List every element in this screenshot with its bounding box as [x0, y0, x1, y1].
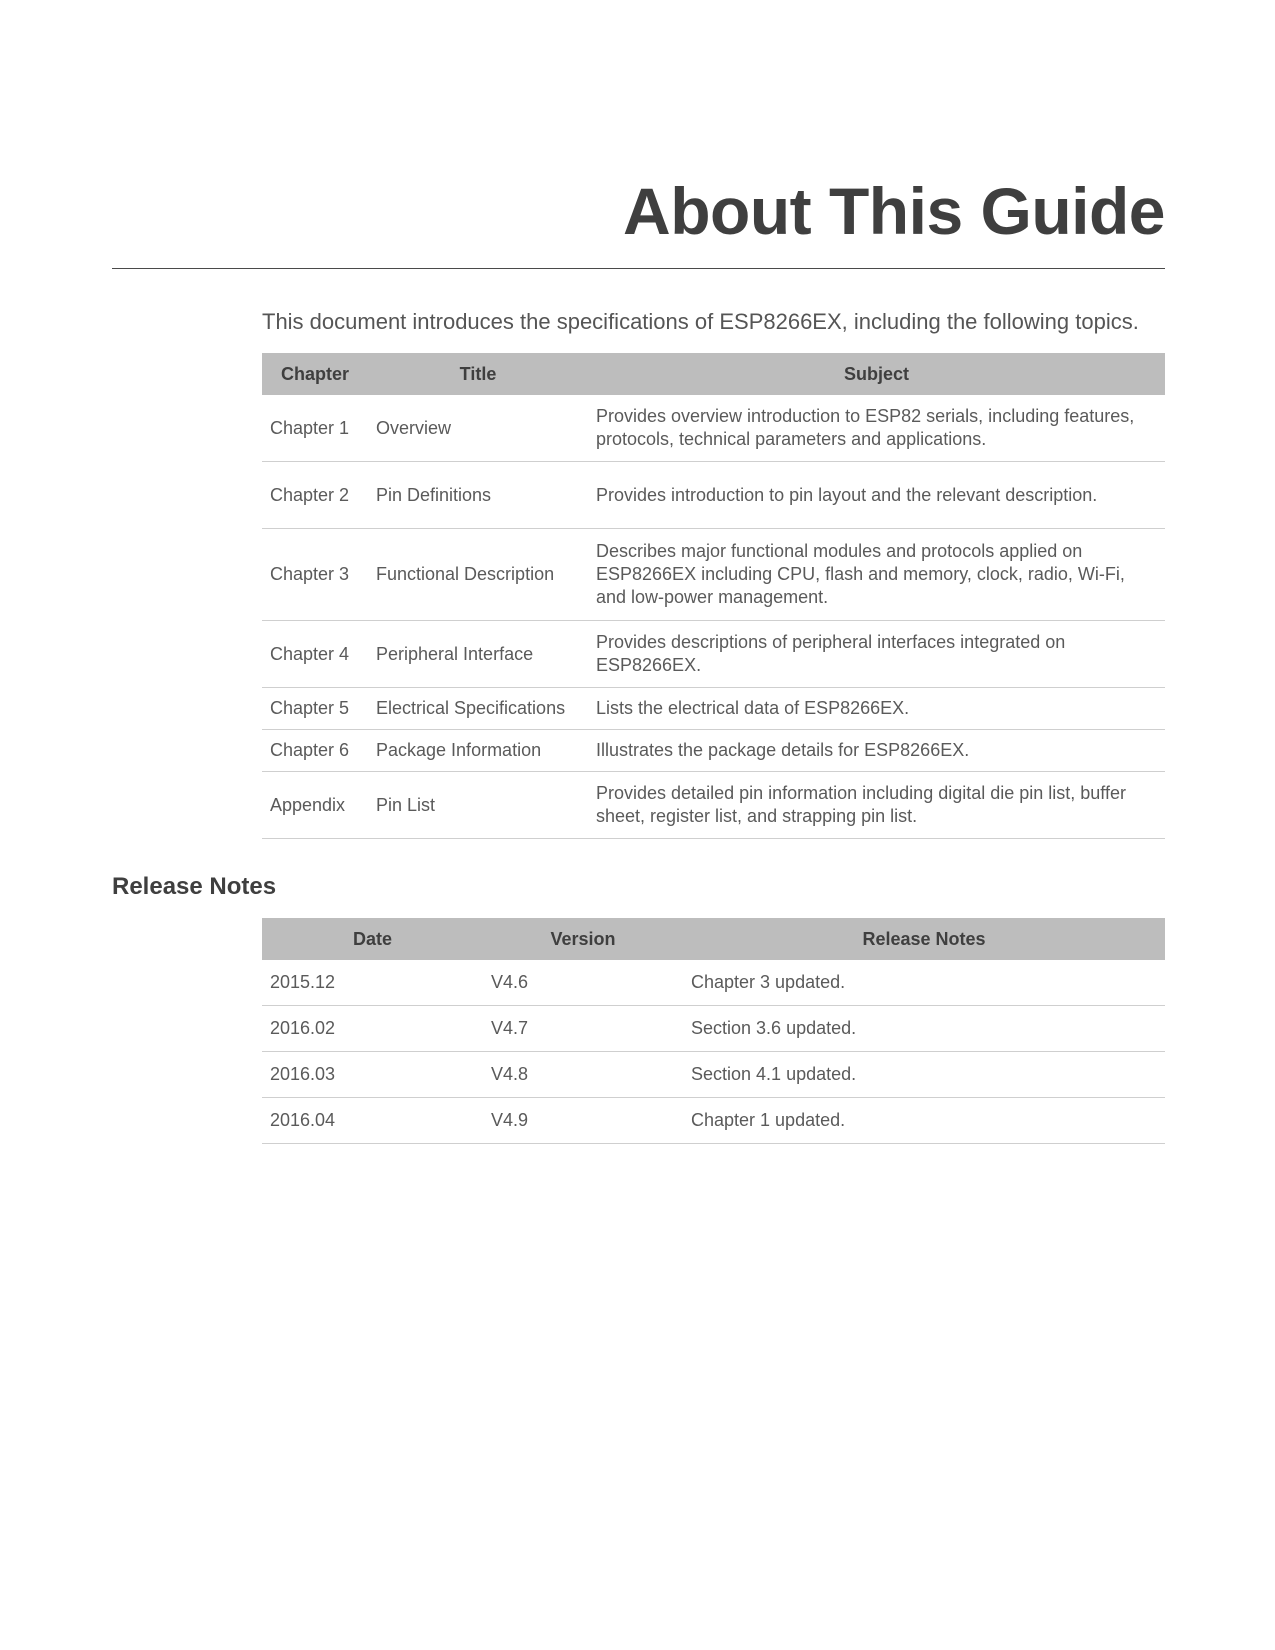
note-cell: Chapter 1 updated.	[683, 1098, 1165, 1144]
subject-cell: Describes major functional modules and protocols applied on ESP8266EX including CPU, flash and memory, clock, radio, Wi-Fi, and low-power management.	[588, 529, 1165, 621]
title-divider	[112, 268, 1165, 269]
subject-cell: Provides detailed pin information including digital die pin list, buffer sheet, register list, and strapping pin list.	[588, 772, 1165, 839]
date-cell: 2016.04	[262, 1098, 483, 1144]
title-cell: Pin List	[368, 772, 588, 839]
title-cell: Electrical Specifications	[368, 688, 588, 730]
version-cell: V4.7	[483, 1006, 683, 1052]
header-date: Date	[262, 918, 483, 960]
header-title: Title	[368, 353, 588, 395]
topics-table	[262, 353, 1165, 839]
header-chapter: Chapter	[262, 353, 368, 395]
header-version: Version	[483, 918, 683, 960]
table-row	[262, 462, 1165, 529]
subject-cell: Illustrates the package details for ESP8266EX.	[588, 730, 1165, 772]
title-cell: Peripheral Interface	[368, 621, 588, 688]
chapter-cell: Chapter 3	[262, 529, 368, 621]
table-row	[262, 1098, 1165, 1144]
table-row	[262, 688, 1165, 730]
version-cell: V4.9	[483, 1098, 683, 1144]
version-cell: V4.6	[483, 960, 683, 1006]
table-row	[262, 1006, 1165, 1052]
title-cell: Pin Definitions	[368, 462, 588, 529]
chapter-cell: Appendix	[262, 772, 368, 839]
chapter-cell: Chapter 5	[262, 688, 368, 730]
table-row	[262, 1052, 1165, 1098]
table-row	[262, 529, 1165, 621]
note-cell: Section 3.6 updated.	[683, 1006, 1165, 1052]
subject-cell: Provides overview introduction to ESP82 serials, including features, protocols, technical parameters and applications.	[588, 395, 1165, 462]
title-cell: Overview	[368, 395, 588, 462]
date-cell: 2016.03	[262, 1052, 483, 1098]
table-row	[262, 621, 1165, 688]
note-cell: Section 4.1 updated.	[683, 1052, 1165, 1098]
intro-paragraph: This document introduces the specifications of ESP8266EX, including the following topics.	[262, 309, 1139, 334]
header-release-notes: Release Notes	[683, 918, 1165, 960]
release-notes-heading: Release Notes	[112, 873, 277, 900]
version-cell: V4.8	[483, 1052, 683, 1098]
chapter-cell: Chapter 2	[262, 462, 368, 529]
subject-cell: Lists the electrical data of ESP8266EX.	[588, 688, 1165, 730]
note-cell: Chapter 3 updated.	[683, 960, 1165, 1006]
release-header-row	[262, 918, 1165, 960]
date-cell: 2015.12	[262, 960, 483, 1006]
table-row	[262, 395, 1165, 462]
date-cell: 2016.02	[262, 1006, 483, 1052]
title-cell: Functional Description	[368, 529, 588, 621]
header-subject: Subject	[588, 353, 1165, 395]
table-row	[262, 772, 1165, 839]
title-cell: Package Information	[368, 730, 588, 772]
subject-cell: Provides introduction to pin layout and the relevant description.	[588, 462, 1165, 529]
topics-header-row	[262, 353, 1165, 395]
subject-cell: Provides descriptions of peripheral interfaces integrated on ESP8266EX.	[588, 621, 1165, 688]
release-notes-table	[262, 918, 1165, 1144]
table-row	[262, 960, 1165, 1006]
chapter-cell: Chapter 6	[262, 730, 368, 772]
page-title: About This Guide	[623, 174, 1165, 248]
table-row	[262, 730, 1165, 772]
chapter-cell: Chapter 4	[262, 621, 368, 688]
chapter-cell: Chapter 1	[262, 395, 368, 462]
